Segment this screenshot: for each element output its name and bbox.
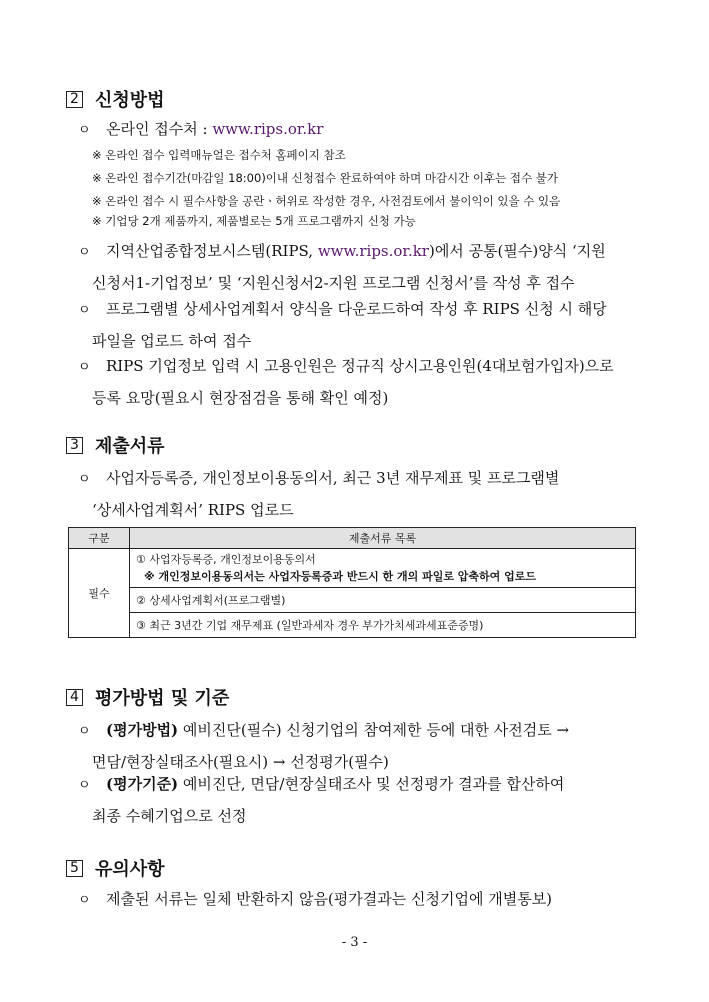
table-cell-note: ※ 개인정보이용동의서는 사업자등록증과 반드시 한 개의 파일로 압축하여 업로드 bbox=[144, 570, 536, 583]
bullet-icon: ㅇ bbox=[78, 360, 91, 375]
section-number-box: 5 bbox=[66, 860, 83, 877]
section-number-box: 3 bbox=[66, 437, 83, 454]
table-header-category: 구분 bbox=[69, 528, 130, 549]
section-4-heading bbox=[66, 684, 229, 710]
employment-item: ㅇ RIPS 기업정보 입력 시 고용인원은 정규직 상시고용인원(4대보험가입자)으로 등록 요망(필요시 현장점검을 통해 확인 예정) bbox=[78, 351, 638, 413]
note-2: ※ 온라인 접수기간(마감일 18:00)이내 신청접수 완료하여야 하며 마감시간 이후는 접수 불가 bbox=[92, 171, 559, 185]
evaluation-criteria-item: ㅇ (평가기준) 예비진단, 면담/현장실태조사 및 선정평가 결과를 합산하여 최종 수혜기업으로 선정 bbox=[78, 769, 638, 831]
section-title: 평가방법 및 기준 bbox=[95, 688, 230, 709]
online-label: 온라인 접수처 : bbox=[106, 120, 213, 138]
documents-table bbox=[68, 527, 636, 638]
section-number-box: 4 bbox=[66, 689, 83, 706]
submission-docs-item: ㅇ 사업자등록증, 개인정보이용동의서, 최근 3년 재무제표 및 프로그램별 ‘상세사업계획서’ RIPS 업로드 bbox=[78, 463, 638, 525]
section-number-box: 2 bbox=[66, 91, 83, 108]
bullet-icon: ㅇ bbox=[78, 724, 91, 739]
rips-application-item: ㅇ 지역산업종합정보시스템(RIPS, www.rips.or.kr)에서 공통(필수)양식 ‘지원 신청서1-기업정보’ 및 ‘지원신청서2-지원 프로그램 신청서’를 작성 후 접수 bbox=[78, 236, 638, 298]
section-title: 유의사항 bbox=[95, 859, 165, 880]
online-url-link[interactable]: www.rips.or.kr bbox=[212, 120, 324, 138]
table-group-required: 필수 bbox=[69, 549, 130, 638]
section-3-heading bbox=[66, 432, 165, 458]
bullet-icon: ㅇ bbox=[78, 245, 91, 260]
note-1: ※ 온라인 접수 입력매뉴얼은 접수처 홈페이지 참조 bbox=[92, 148, 346, 162]
rips-url-link[interactable]: www.rips.or.kr bbox=[317, 242, 429, 260]
table-header-documents: 제출서류 목록 bbox=[130, 528, 636, 549]
table-cell: ② 상세사업계획서(프로그램별) bbox=[130, 588, 636, 613]
bullet-icon: ㅇ bbox=[78, 472, 91, 487]
table-cell: ③ 최근 3년간 기업 재무제표 (일반과세자 경우 부가가치세과세표준증명) bbox=[130, 613, 636, 638]
table-row bbox=[69, 613, 636, 638]
page-number: - 3 - bbox=[341, 935, 368, 950]
online-receipt-line bbox=[78, 114, 323, 146]
section-5-heading bbox=[66, 855, 165, 881]
section-title: 신청방법 bbox=[95, 90, 165, 111]
evaluation-method-item: ㅇ (평가방법) 예비진단(필수) 신청기업의 참여제한 등에 대한 사전검토 → 면담/현장실태조사(필요시) → 선정평가(필수) bbox=[78, 715, 638, 777]
bullet-icon: ㅇ bbox=[78, 778, 91, 793]
table-row bbox=[69, 588, 636, 613]
notice-item: ㅇ 제출된 서류는 일체 반환하지 않음(평가결과는 신청기업에 개별통보) bbox=[78, 884, 638, 916]
section-title: 제출서류 bbox=[95, 436, 165, 457]
table-header-row bbox=[69, 528, 636, 549]
bullet-icon: ㅇ bbox=[78, 123, 91, 138]
bullet-icon: ㅇ bbox=[78, 893, 91, 908]
table-cell: ① 사업자등록증, 개인정보이용동의서 ※ 개인정보이용동의서는 사업자등록증과 반드시 한 개의 파일로 압축하여 업로드 bbox=[130, 549, 636, 588]
note-3: ※ 온라인 접수 시 필수사항을 공란ㆍ허위로 작성한 경우, 사전검토에서 불이익이 있을 수 있음 bbox=[92, 194, 561, 208]
table-row bbox=[69, 549, 636, 588]
bullet-icon: ㅇ bbox=[78, 303, 91, 318]
business-plan-item: ㅇ 프로그램별 상세사업계획서 양식을 다운로드하여 작성 후 RIPS 신청 시 해당 파일을 업로드 하여 접수 bbox=[78, 294, 638, 356]
note-4: ※ 기업당 2개 제품까지, 제품별로는 5개 프로그램까지 신청 가능 bbox=[92, 214, 416, 228]
section-2-heading bbox=[66, 86, 165, 112]
